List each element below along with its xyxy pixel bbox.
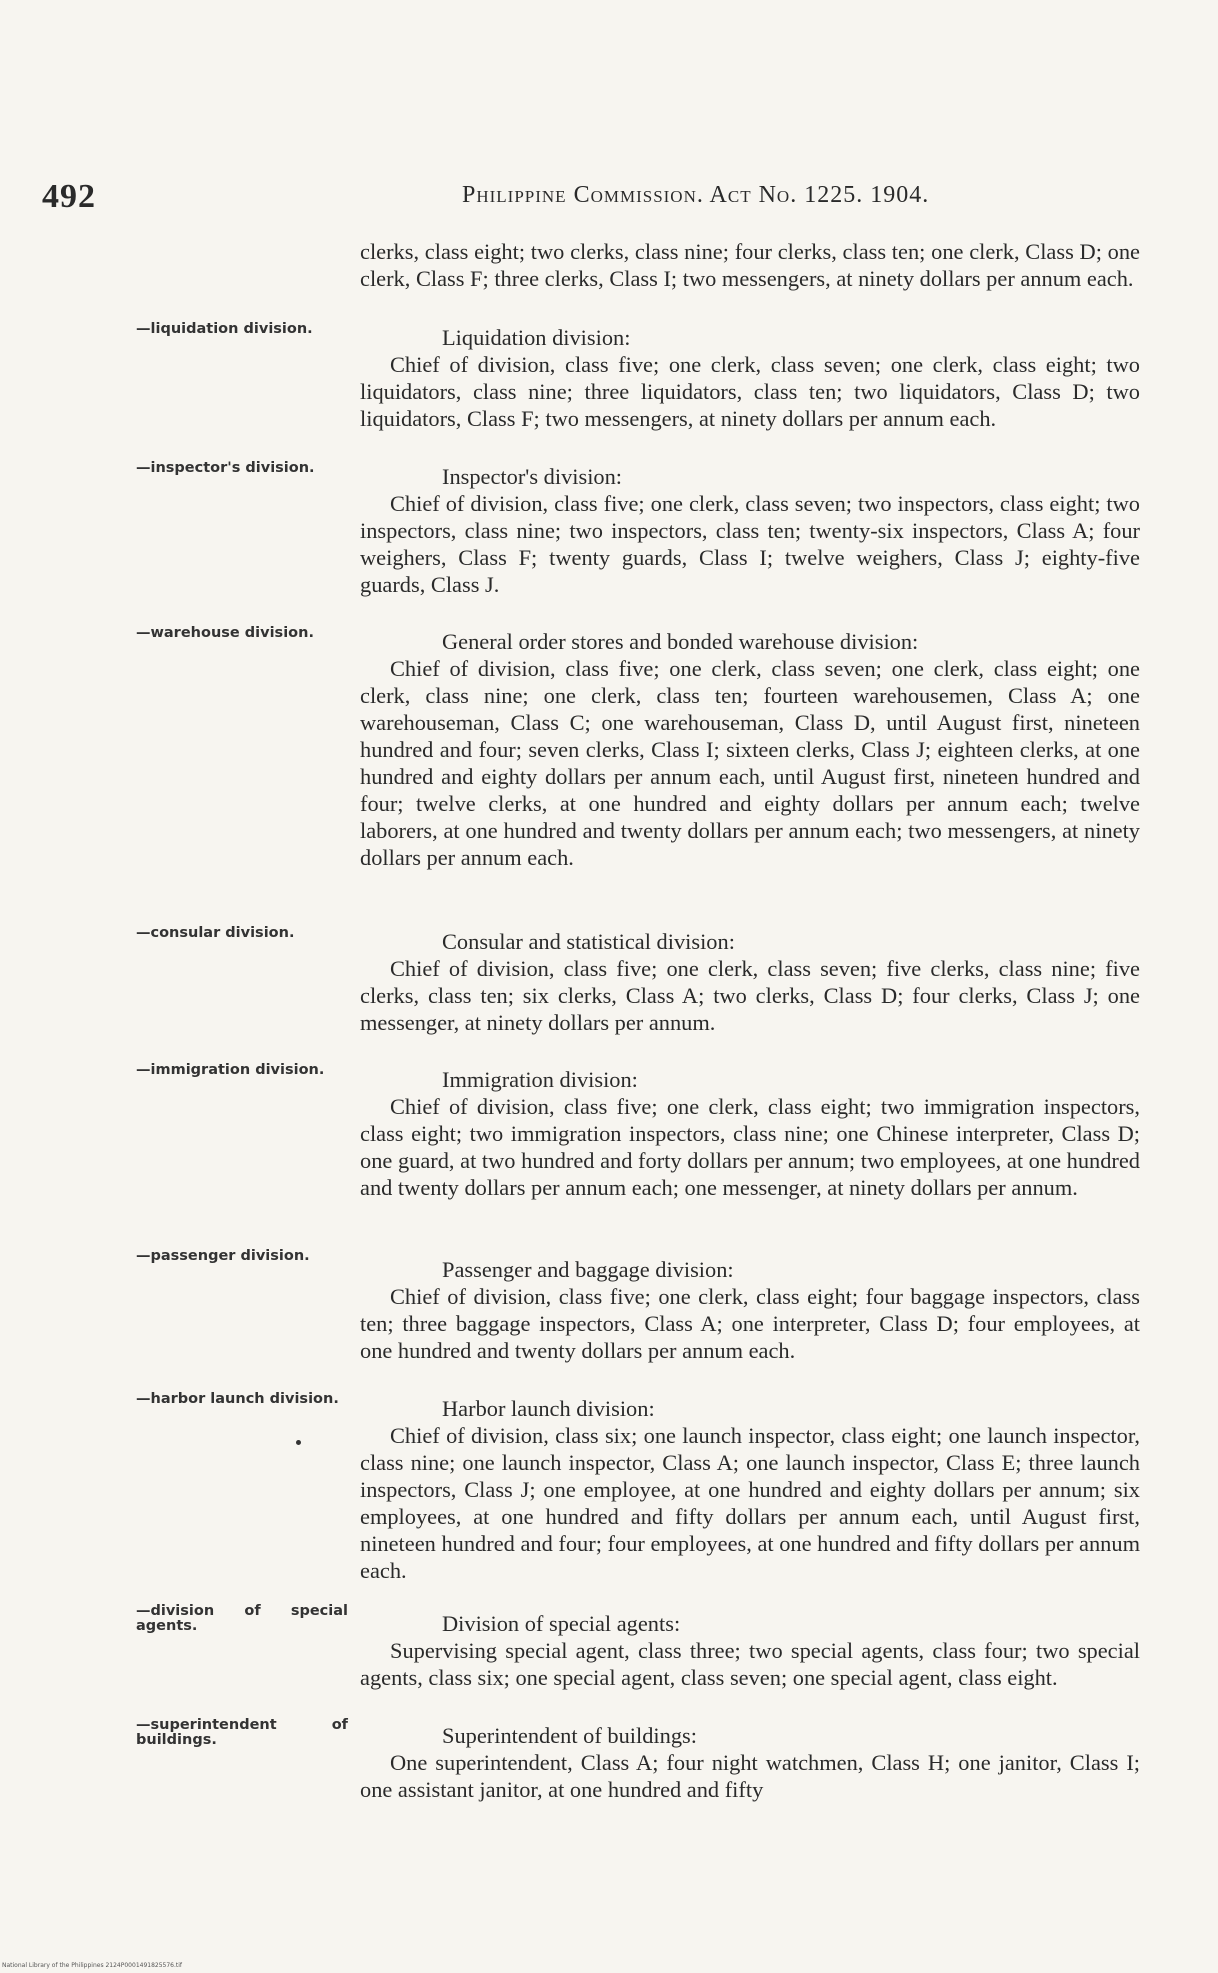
sidenote-consular: —consular division. — [136, 925, 295, 941]
section-harbor — [360, 1395, 1140, 1584]
section-text: One superintendent, Class A; four night watchmen, Class H; one janitor, Class I; one assistant janitor, at one hundred and fifty — [360, 1750, 1140, 1802]
section-special-agents — [360, 1610, 1140, 1691]
scan-credit: National Library of the Philippines 2124P0001491825576.tif — [2, 1962, 183, 1969]
section-heading: Immigration division: — [442, 1067, 638, 1092]
section-text: Chief of division, class five; one clerk, class seven; one clerk, class eight; two liquidators, class nine; three liquidators, class ten; two liquidators, Class D; two liquidators, Class F; two messengers, at ninety dollars per annum each. — [360, 352, 1140, 431]
section-text: Chief of division, class five; one clerk, class seven; five clerks, class nine; five clerks, class ten; six clerks, Class A; two clerks, Class D; four clerks, Class J; one messenger, at ninety dollars per annum. — [360, 956, 1140, 1035]
sidenote-immigration: —immigration division. — [136, 1062, 325, 1078]
section-text: Chief of division, class five; one clerk, class eight; two immigration inspectors, class eight; two immigration inspectors, class nine; one Chinese interpreter, Class D; one guard, at two hundred and forty dollars per annum; two employees, at one hundred and twenty dollars per annum each; one messenger, at ninety dollars per annum. — [360, 1094, 1140, 1200]
section-liquidation — [360, 324, 1140, 432]
section-heading: General order stores and bonded warehouse division: — [442, 629, 919, 654]
sidenote-passenger: —passenger division. — [136, 1248, 310, 1264]
section-superintendent — [360, 1722, 1140, 1803]
body-carryover — [360, 238, 1140, 292]
ink-speck — [296, 1440, 301, 1445]
section-consular — [360, 928, 1140, 1036]
section-passenger — [360, 1256, 1140, 1364]
section-heading: Consular and statistical division: — [442, 929, 735, 954]
section-inspector — [360, 463, 1140, 598]
sidenote-special-agents: —division of special agents. — [136, 1603, 348, 1634]
page-number: 492 — [42, 178, 96, 215]
sidenote-harbor: —harbor launch division. — [136, 1391, 339, 1407]
section-heading: Inspector's division: — [442, 464, 623, 489]
section-text: Chief of division, class five; one clerk, class seven; two inspectors, class eight; two inspectors, class nine; two inspectors, class ten; twenty-six inspectors, Class A; four weighers, Class F; twenty guards, Class I; twelve weighers, Class J; eighty-five guards, Class J. — [360, 491, 1140, 597]
section-heading: Division of special agents: — [442, 1611, 681, 1636]
section-heading: Liquidation division: — [442, 325, 631, 350]
section-immigration — [360, 1066, 1140, 1201]
sidenote-inspector: —inspector's division. — [136, 460, 315, 476]
section-text: Chief of division, class five; one clerk, class eight; four baggage inspectors, class ten; three baggage inspectors, Class A; one interpreter, Class D; four employees, at one hundred and twenty dollars per annum each. — [360, 1284, 1140, 1363]
sidenote-liquidation: —liquidation division. — [136, 321, 313, 337]
section-warehouse — [360, 628, 1140, 871]
section-heading: Harbor launch division: — [442, 1396, 655, 1421]
section-heading: Passenger and baggage division: — [442, 1257, 734, 1282]
running-head: Philippine Commission. Act No. 1225. 1904. — [462, 182, 930, 208]
section-text: Chief of division, class six; one launch inspector, class eight; one launch inspector, class nine; one launch inspector, Class A; one launch inspector, Class E; three launch inspectors, Class J; one employee, at one hundred and eighty dollars per annum; six employees, at one hundred and fifty dollars per annum each, until August first, nineteen hundred and four; four employees, at one hundred and fifty dollars per annum each. — [360, 1423, 1140, 1583]
sidenote-warehouse: —warehouse division. — [136, 625, 314, 641]
section-text: Chief of division, class five; one clerk, class seven; one clerk, class eight; one clerk, class nine; one clerk, class ten; fourteen warehousemen, Class A; one warehouseman, Class C; one warehouseman, Class D, until August first, nineteen hundred and four; seven clerks, Class I; sixteen clerks, Class J; eighteen clerks, at one hundred and eighty dollars per annum each, until August first, nineteen hundred and four; twelve clerks, at one hundred and eighty dollars per annum each; twelve laborers, at one hundred and twenty dollars per annum each; two messengers, at ninety dollars per annum each. — [360, 656, 1140, 870]
carryover-text: clerks, class eight; two clerks, class nine; four clerks, class ten; one clerk, Class D; one clerk, Class F; three clerks, Class I; two messengers, at ninety dollars per annum each. — [360, 239, 1140, 291]
sidenote-superintendent: —superintendent of buildings. — [136, 1717, 348, 1748]
section-heading: Superintendent of buildings: — [442, 1723, 697, 1748]
section-text: Supervising special agent, class three; two special agents, class four; two special agents, class six; one special agent, class seven; one special agent, class eight. — [360, 1638, 1140, 1690]
